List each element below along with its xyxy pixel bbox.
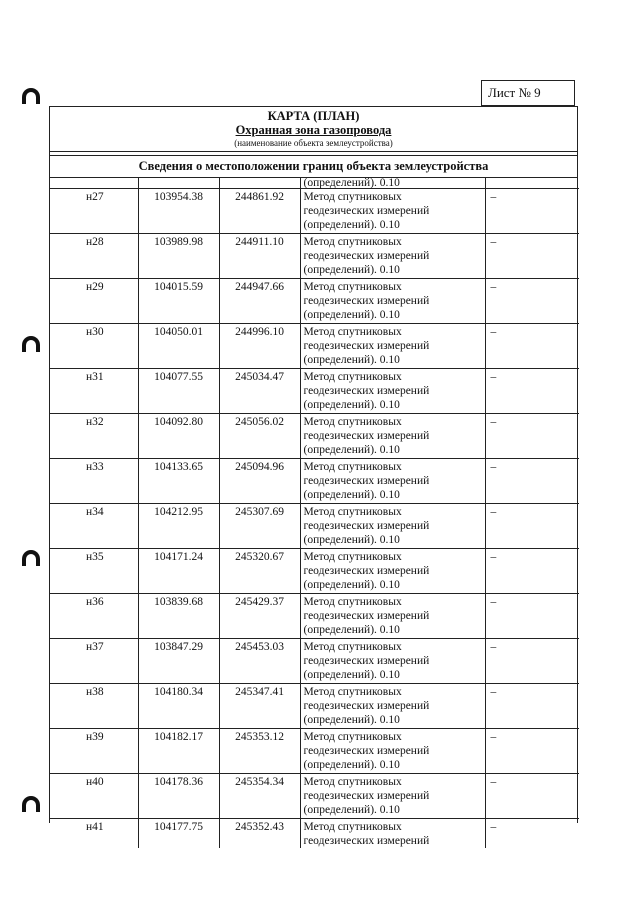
point-name-cell: н33 [50, 459, 138, 504]
method-line: (определений). 0.10 [303, 534, 400, 547]
coord-y-cell: 245034.47 [219, 369, 300, 414]
method-line: Метод спутниковых [303, 551, 402, 563]
method-cell [300, 414, 485, 459]
table-row [50, 189, 579, 234]
coord-x-cell: 104180.34 [138, 684, 219, 729]
coordinates-table [50, 178, 579, 848]
point-name-cell: н38 [50, 684, 138, 729]
coord-x-cell: 103989.98 [138, 234, 219, 279]
method-line: Метод спутниковых [303, 416, 402, 428]
coord-x-cell: 104182.17 [138, 729, 219, 774]
method-line: геодезических измерений [303, 385, 430, 398]
method-line: Метод спутниковых [303, 641, 402, 653]
method-line: (определений). 0.10 [303, 444, 400, 457]
coord-x-cell: 104050.01 [138, 324, 219, 369]
method-cell [300, 189, 485, 234]
coord-y-cell: 244996.10 [219, 324, 300, 369]
method-cell [300, 279, 485, 324]
coord-y-cell: 245347.41 [219, 684, 300, 729]
table-row [50, 594, 579, 639]
method-cell: (определений). 0.10 [300, 178, 485, 189]
table-row [50, 234, 579, 279]
note-cell: – [485, 234, 579, 279]
document-frame [49, 106, 578, 848]
table-row [50, 414, 579, 459]
point-name-cell: н36 [50, 594, 138, 639]
method-line: (определений). 0.10 [303, 219, 400, 232]
method-line: Метод спутниковых [303, 506, 402, 518]
method-line: геодезических измерений [303, 205, 430, 218]
method-line: Метод спутниковых [303, 821, 402, 833]
binder-hole-mark [22, 550, 40, 566]
method-line: Метод спутниковых [303, 281, 402, 293]
coord-x-cell: 103954.38 [138, 189, 219, 234]
method-cell [300, 234, 485, 279]
method-line: (определений). 0.10 [303, 624, 400, 637]
coord-y-cell: 244947.66 [219, 279, 300, 324]
note-cell: – [485, 189, 579, 234]
method-line: геодезических измерений [303, 790, 430, 803]
point-name-cell: н30 [50, 324, 138, 369]
coord-y-cell: 245453.03 [219, 639, 300, 684]
table-row [50, 279, 579, 324]
table-row [50, 729, 579, 774]
method-line: (определений). 0.10 [303, 489, 400, 502]
coord-x-cell: 104212.95 [138, 504, 219, 549]
table-row [50, 324, 579, 369]
method-cell [300, 819, 485, 849]
table-row [50, 774, 579, 819]
note-cell: – [485, 594, 579, 639]
coord-y-cell: 245056.02 [219, 414, 300, 459]
method-line: Метод спутниковых [303, 371, 402, 383]
method-line: (определений). 0.10 [303, 264, 400, 277]
coord-y-cell: 245354.34 [219, 774, 300, 819]
object-name: Охранная зона газопровода [235, 123, 392, 137]
method-line: Метод спутниковых [303, 731, 402, 743]
coord-y-cell: 245320.67 [219, 549, 300, 594]
method-line: Метод спутниковых [303, 686, 402, 698]
note-cell: – [490, 821, 497, 833]
note-cell: – [485, 549, 579, 594]
method-line: Метод спутниковых [303, 776, 402, 788]
sheet-number: Лист № 9 [481, 80, 575, 106]
coord-y-cell: 244911.10 [219, 234, 300, 279]
table-row [50, 459, 579, 504]
note-cell: – [485, 774, 579, 819]
method-line: геодезических измерений [303, 835, 430, 848]
method-line: Метод спутниковых [303, 236, 402, 248]
method-cell [300, 459, 485, 504]
method-cell [300, 369, 485, 414]
method-line: (определений). 0.10 [303, 309, 400, 322]
method-line: геодезических измерений [303, 250, 430, 263]
binder-hole-mark [22, 88, 40, 104]
method-line: (определений). 0.10 [303, 579, 400, 592]
point-name-cell: н34 [50, 504, 138, 549]
method-cell [300, 684, 485, 729]
method-cell [300, 594, 485, 639]
method-line: геодезических измерений [303, 340, 430, 353]
coord-x-cell: 104077.55 [138, 369, 219, 414]
coord-x-cell: 104171.24 [138, 549, 219, 594]
table-row-continued [50, 178, 579, 189]
method-cell [300, 729, 485, 774]
coord-y-cell: 245353.12 [219, 729, 300, 774]
coord-x-cell: 104092.80 [138, 414, 219, 459]
method-cell [300, 504, 485, 549]
method-line: Метод спутниковых [303, 596, 402, 608]
table-row [50, 684, 579, 729]
method-line: геодезических измерений [303, 610, 430, 623]
table-row [50, 504, 579, 549]
method-line: (определений). 0.10 [303, 759, 400, 772]
point-name-cell: н28 [50, 234, 138, 279]
method-line: геодезических измерений [303, 700, 430, 713]
note-cell: – [485, 369, 579, 414]
note-cell: – [485, 324, 579, 369]
method-line: (определений). 0.10 [303, 354, 400, 367]
method-cell [300, 639, 485, 684]
object-caption: (наименование объекта землеустройства) [234, 138, 393, 148]
coord-y-cell: 244861.92 [219, 189, 300, 234]
note-cell: – [485, 279, 579, 324]
point-name-cell: н37 [50, 639, 138, 684]
coord-x-cell: 104133.65 [138, 459, 219, 504]
coord-x-cell: 103839.68 [138, 594, 219, 639]
table-row [50, 369, 579, 414]
point-name-cell: н39 [50, 729, 138, 774]
table-row [50, 639, 579, 684]
method-line: (определений). 0.10 [303, 714, 400, 727]
binder-hole-mark [22, 336, 40, 352]
method-line: Метод спутниковых [303, 191, 402, 203]
coord-x-cell: 104177.75 [138, 819, 219, 849]
note-cell: – [485, 414, 579, 459]
method-cell [300, 549, 485, 594]
method-cell [300, 774, 485, 819]
method-line: геодезических измерений [303, 475, 430, 488]
point-name-cell: н27 [50, 189, 138, 234]
method-line: геодезических измерений [303, 295, 430, 308]
method-cell [300, 324, 485, 369]
point-name-cell: н32 [50, 414, 138, 459]
point-name-cell: н41 [50, 819, 138, 849]
note-cell: – [485, 729, 579, 774]
table-row [50, 549, 579, 594]
coord-y-cell: 245307.69 [219, 504, 300, 549]
method-line: геодезических измерений [303, 430, 430, 443]
method-line: (определений). 0.10 [303, 804, 400, 817]
point-name-cell: н35 [50, 549, 138, 594]
section-title: Сведения о местоположении границ объекта землеустройства [50, 156, 577, 178]
method-line: геодезических измерений [303, 520, 430, 533]
method-line: (определений). 0.10 [303, 669, 400, 682]
document-title: КАРТА (ПЛАН) [267, 109, 360, 123]
coord-x-cell: 104015.59 [138, 279, 219, 324]
note-cell: – [485, 684, 579, 729]
note-cell: – [485, 504, 579, 549]
point-name-cell: н31 [50, 369, 138, 414]
point-name-cell: н40 [50, 774, 138, 819]
coord-y-cell: 245094.96 [219, 459, 300, 504]
coord-y-cell: 245429.37 [219, 594, 300, 639]
coord-x-cell: 103847.29 [138, 639, 219, 684]
point-name-cell: н29 [50, 279, 138, 324]
method-line: Метод спутниковых [303, 326, 402, 338]
document-header [50, 107, 577, 152]
note-cell: – [485, 639, 579, 684]
method-line: геодезических измерений [303, 745, 430, 758]
note-cell: – [485, 459, 579, 504]
method-line: геодезических измерений [303, 655, 430, 668]
method-line: Метод спутниковых [303, 461, 402, 473]
method-line: геодезических измерений [303, 565, 430, 578]
binder-hole-mark [22, 796, 40, 812]
coord-x-cell: 104178.36 [138, 774, 219, 819]
coord-y-cell: 245352.43 [219, 819, 300, 849]
method-line: (определений). 0.10 [303, 399, 400, 412]
table-row [50, 819, 579, 849]
